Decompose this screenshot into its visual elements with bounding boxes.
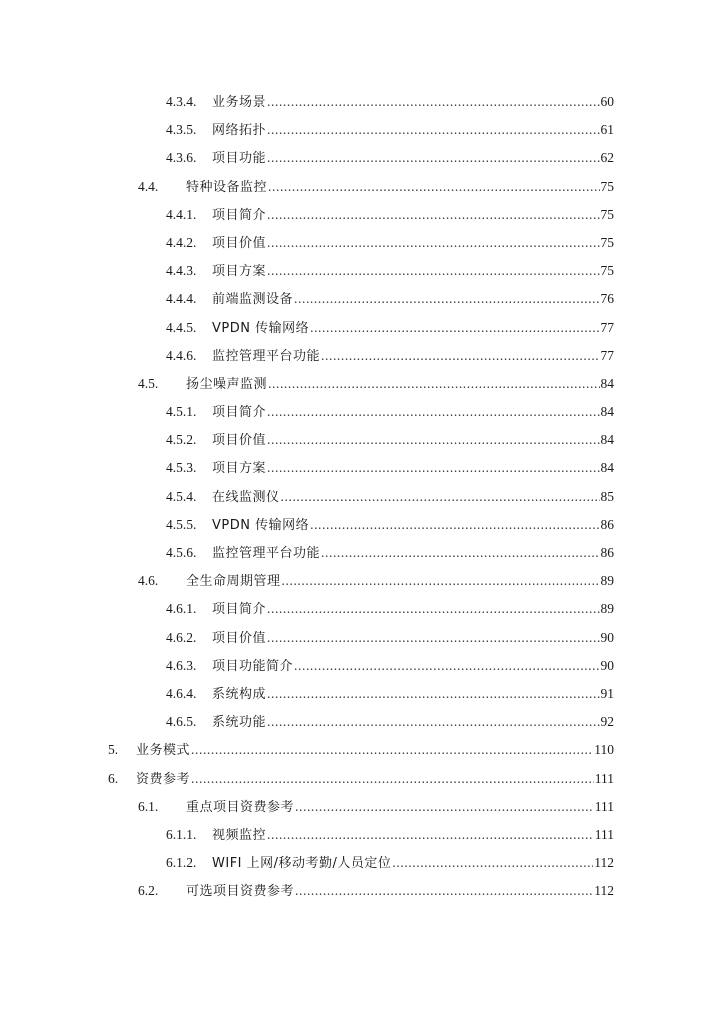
toc-entry-title: 项目方案 <box>212 461 267 477</box>
toc-entry-page: 75 <box>600 263 614 279</box>
dot-leader <box>267 144 599 172</box>
toc-entry-number: 4.6.5. <box>166 714 197 730</box>
toc-entry-number: 4.3.4. <box>166 94 197 109</box>
toc-entry-page: 86 <box>600 516 614 532</box>
toc-entry[interactable] <box>0 454 724 482</box>
toc-entry-number: 4.4.2. <box>166 234 197 250</box>
toc-entry-page: 111 <box>594 798 614 814</box>
toc-entry-title: 业务模式 <box>136 743 191 759</box>
toc-entry[interactable] <box>0 370 724 398</box>
toc-entry-number: 4.4.4. <box>166 291 197 307</box>
dot-leader <box>282 567 600 595</box>
dot-leader <box>281 483 600 511</box>
toc-entry-page: 111 <box>594 826 614 842</box>
toc-entry[interactable] <box>0 201 724 229</box>
toc-entry-title: 系统构成 <box>212 686 267 702</box>
toc-entry[interactable] <box>0 652 724 680</box>
toc-entry-page: 84 <box>600 432 614 448</box>
toc-entry-page: 112 <box>594 855 614 871</box>
toc-entry-number: 4.6.3. <box>166 657 197 673</box>
toc-entry-page: 75 <box>600 178 614 194</box>
toc-entry-page: 60 <box>600 94 614 109</box>
toc-entry-title: 扬尘噪声监测 <box>186 376 268 392</box>
dot-leader <box>267 229 599 257</box>
toc-entry[interactable] <box>0 398 724 426</box>
toc-entry-number: 4.5.2. <box>166 432 197 448</box>
toc-entry-title: 项目功能简介 <box>212 658 294 674</box>
toc-entry-number: 4.3.6. <box>166 150 197 166</box>
toc-entry[interactable] <box>0 285 724 313</box>
dot-leader <box>321 342 599 370</box>
toc-entry-number: 4.6.1. <box>166 601 197 617</box>
toc-entry-page: 84 <box>600 460 614 476</box>
dot-leader <box>295 877 593 905</box>
toc-entry-page: 91 <box>600 685 614 701</box>
toc-entry-page: 86 <box>600 545 614 560</box>
toc-entry-title: VPDN 传输网络 <box>212 320 310 336</box>
toc-entry[interactable] <box>0 793 724 821</box>
dot-leader <box>267 821 594 849</box>
toc-entry-page: 111 <box>594 770 614 786</box>
toc-entry-title: 项目价值 <box>212 235 267 251</box>
toc-entry-number: 6. <box>108 770 119 786</box>
toc-entry-number: 4.4.3. <box>166 263 197 279</box>
toc-entry[interactable] <box>0 765 724 793</box>
toc-entry[interactable] <box>0 116 724 144</box>
toc-entry-page: 92 <box>600 714 614 730</box>
toc-entry-title: 项目价值 <box>212 433 267 449</box>
toc-entry-page: 89 <box>600 601 614 617</box>
dot-leader <box>267 398 599 426</box>
dot-leader <box>267 88 599 116</box>
toc-entry-title: 项目功能 <box>212 151 267 167</box>
toc-entry[interactable] <box>0 314 724 342</box>
toc-entry-title: 视频监控 <box>212 827 267 843</box>
dot-leader <box>191 736 593 764</box>
toc-entry-number: 4.4. <box>138 178 159 194</box>
toc-entry[interactable] <box>0 567 724 595</box>
toc-entry-page: 90 <box>600 629 614 645</box>
toc-entry[interactable] <box>0 877 724 905</box>
toc-entry-number: 4.4.6. <box>166 347 197 363</box>
toc-entry-page: 77 <box>600 319 614 335</box>
dot-leader <box>294 285 599 313</box>
toc-entry[interactable] <box>0 88 724 116</box>
toc-entry-title: 项目简介 <box>212 207 267 223</box>
toc-entry-number: 4.4.5. <box>166 319 197 335</box>
toc-entry-number: 4.5.5. <box>166 516 197 532</box>
toc-entry-number: 4.6.2. <box>166 629 197 645</box>
toc-entry[interactable] <box>0 595 724 623</box>
toc-entry-title: 系统功能 <box>212 715 267 731</box>
toc-entry[interactable] <box>0 144 724 172</box>
toc-entry-page: 77 <box>600 347 614 363</box>
toc-entry-title: 前端监测设备 <box>212 292 294 308</box>
dot-leader <box>267 595 599 623</box>
table-of-contents <box>0 88 724 905</box>
toc-entry[interactable] <box>0 624 724 652</box>
toc-entry[interactable] <box>0 539 724 567</box>
dot-leader <box>267 454 599 482</box>
dot-leader <box>310 314 599 342</box>
toc-entry-title: 监控管理平台功能 <box>212 546 321 561</box>
toc-entry-title: 监控管理平台功能 <box>212 348 321 364</box>
toc-entry-number: 6.1. <box>138 798 159 814</box>
dot-leader <box>267 257 599 285</box>
toc-entry-page: 89 <box>600 573 614 589</box>
toc-entry-number: 6.1.1. <box>166 826 197 842</box>
toc-entry-page: 61 <box>600 122 614 138</box>
toc-entry-title: 重点项目资费参考 <box>186 799 295 815</box>
toc-entry[interactable] <box>0 173 724 201</box>
toc-entry-page: 110 <box>594 742 614 758</box>
toc-entry-title: 项目方案 <box>212 264 267 280</box>
dot-leader <box>268 173 599 201</box>
toc-entry-title: VPDN 传输网络 <box>212 517 310 533</box>
toc-entry[interactable] <box>0 821 724 849</box>
toc-entry-title: 资费参考 <box>136 771 191 787</box>
dot-leader <box>294 652 599 680</box>
dot-leader <box>191 765 594 793</box>
toc-entry[interactable] <box>0 426 724 454</box>
toc-entry-page: 90 <box>600 657 614 673</box>
dot-leader <box>267 624 599 652</box>
dot-leader <box>295 793 594 821</box>
toc-entry-number: 6.1.2. <box>166 855 197 871</box>
dot-leader <box>268 370 599 398</box>
toc-entry-title: 项目简介 <box>212 405 267 421</box>
toc-entry-number: 4.5.1. <box>166 404 197 420</box>
toc-entry-page: 75 <box>600 206 614 222</box>
toc-entry[interactable] <box>0 229 724 257</box>
toc-entry-title: 全生命周期管理 <box>186 574 281 590</box>
toc-entry-title: 可选项目资费参考 <box>186 884 295 900</box>
dot-leader <box>267 201 599 229</box>
toc-entry-title: 在线监测仪 <box>212 489 280 505</box>
toc-entry-page: 62 <box>600 150 614 166</box>
toc-entry-page: 76 <box>600 291 614 307</box>
toc-entry-number: 5. <box>108 742 119 758</box>
dot-leader <box>267 708 599 736</box>
dot-leader <box>267 680 599 708</box>
toc-entry-number: 4.6. <box>138 573 159 589</box>
toc-entry-title: 项目简介 <box>212 602 267 618</box>
toc-entry[interactable] <box>0 257 724 285</box>
toc-entry[interactable] <box>0 483 724 511</box>
toc-entry[interactable] <box>0 736 724 764</box>
toc-entry-number: 4.6.4. <box>166 685 197 701</box>
toc-entry-page: 84 <box>600 404 614 420</box>
toc-entry[interactable] <box>0 849 724 877</box>
toc-entry-page: 75 <box>600 234 614 250</box>
toc-entry-title: 业务场景 <box>212 95 267 110</box>
toc-entry[interactable] <box>0 708 724 736</box>
toc-entry[interactable] <box>0 342 724 370</box>
toc-entry-number: 4.5.4. <box>166 488 197 504</box>
toc-entry-page: 112 <box>594 883 614 899</box>
toc-entry-title: 网络拓扑 <box>212 123 267 139</box>
toc-entry-title: 特种设备监控 <box>186 179 268 195</box>
toc-entry-title: 项目价值 <box>212 630 267 646</box>
toc-entry-number: 4.4.1. <box>166 206 197 222</box>
dot-leader <box>267 426 599 454</box>
toc-entry-number: 4.5. <box>138 375 159 391</box>
toc-entry-title: WIFI 上网/移动考勤/人员定位 <box>212 856 392 872</box>
toc-entry-page: 84 <box>600 375 614 391</box>
toc-entry[interactable] <box>0 680 724 708</box>
dot-leader <box>392 849 593 877</box>
dot-leader <box>321 539 599 567</box>
toc-entry-number: 4.5.3. <box>166 460 197 476</box>
toc-entry-page: 85 <box>600 488 614 504</box>
dot-leader <box>267 116 599 144</box>
toc-entry[interactable] <box>0 511 724 539</box>
dot-leader <box>310 511 599 539</box>
toc-entry-number: 4.3.5. <box>166 122 197 138</box>
toc-entry-number: 6.2. <box>138 883 159 899</box>
toc-entry-number: 4.5.6. <box>166 545 197 560</box>
